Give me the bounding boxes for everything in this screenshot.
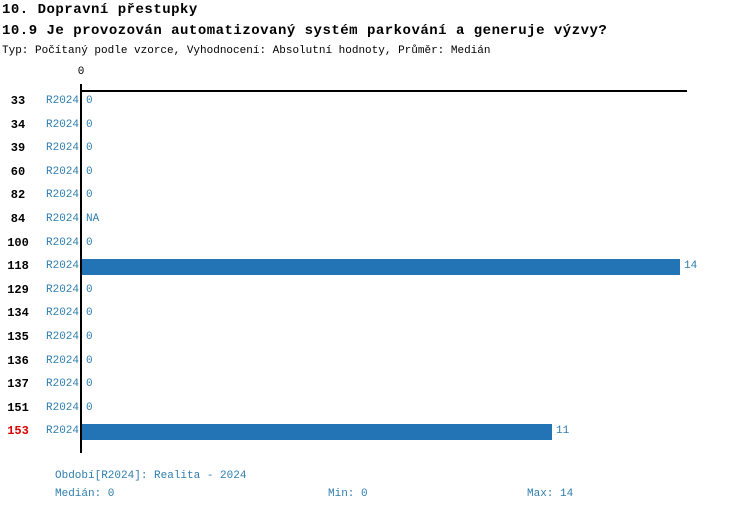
row-category-label: 135 <box>7 330 29 344</box>
row-category-label: 118 <box>7 259 29 274</box>
row-value-label: 0 <box>86 401 93 414</box>
row-value-label: 0 <box>86 236 93 249</box>
row-category-label: 33 <box>10 94 26 108</box>
chart-row <box>0 114 750 138</box>
row-category-label: 134 <box>7 306 29 321</box>
row-category-label: 136 <box>7 353 29 368</box>
chart-row <box>0 397 750 421</box>
row-value-label: 0 <box>86 307 93 320</box>
row-category-label: 137 <box>7 377 29 392</box>
row-series-label: R2024 <box>46 425 80 438</box>
row-value-label: 11 <box>556 425 570 438</box>
row-series-label: R2024 <box>46 401 80 414</box>
median-label: Medián: 0 <box>55 488 115 500</box>
chart-row <box>0 302 750 326</box>
row-value-label: 0 <box>86 378 93 391</box>
row-series-label: R2024 <box>46 118 80 131</box>
row-value-label: NA <box>86 213 100 225</box>
page-title: 10. Dopravní přestupky <box>2 2 198 18</box>
row-series-label: R2024 <box>46 95 80 107</box>
row-category-label: 151 <box>7 400 29 415</box>
row-category-label: 153 <box>7 424 29 439</box>
row-category-label: 39 <box>10 141 26 156</box>
row-series-label: R2024 <box>46 378 80 391</box>
row-category-label: 60 <box>10 164 26 179</box>
bar <box>82 259 680 275</box>
chart-row <box>0 184 750 208</box>
meta-line: Typ: Počítaný podle vzorce, Vyhodnocení: Absolutní hodnoty, Průměr: Medián <box>2 45 491 57</box>
chart-row <box>0 90 750 114</box>
row-value-label: 0 <box>86 189 93 202</box>
chart-row <box>0 420 750 444</box>
chart-row <box>0 350 750 374</box>
row-series-label: R2024 <box>46 331 80 343</box>
row-category-label: 34 <box>10 117 26 132</box>
row-category-label: 129 <box>7 282 29 297</box>
chart-row <box>0 208 750 232</box>
row-series-label: R2024 <box>46 236 80 249</box>
chart-row <box>0 232 750 256</box>
row-series-label: R2024 <box>46 189 80 202</box>
chart-row <box>0 137 750 161</box>
chart-row <box>0 279 750 303</box>
row-value-label: 0 <box>86 354 93 367</box>
question-title: 10.9 Je provozován automatizovaný systém parkování a generuje výzvy? <box>2 23 608 39</box>
row-series-label: R2024 <box>46 213 80 225</box>
row-value-label: 0 <box>86 142 93 155</box>
max-label: Max: 14 <box>527 488 574 500</box>
chart-row <box>0 161 750 185</box>
row-value-label: 0 <box>86 165 93 178</box>
row-series-label: R2024 <box>46 283 80 296</box>
row-series-label: R2024 <box>46 165 80 178</box>
chart-row <box>0 373 750 397</box>
row-value-label: 0 <box>86 283 93 296</box>
chart-row <box>0 255 750 279</box>
chart-row <box>0 326 750 350</box>
row-series-label: R2024 <box>46 142 80 155</box>
row-category-label: 100 <box>7 235 29 250</box>
period-label: Období[R2024]: Realita - 2024 <box>55 470 247 482</box>
row-value-label: 0 <box>86 95 93 107</box>
row-series-label: R2024 <box>46 354 80 367</box>
row-category-label: 82 <box>10 188 26 203</box>
row-series-label: R2024 <box>46 307 80 320</box>
bar <box>82 424 552 440</box>
min-label: Min: 0 <box>328 488 368 500</box>
x-axis-tick-label: 0 <box>77 66 85 78</box>
row-value-label: 14 <box>684 260 698 273</box>
row-category-label: 84 <box>10 212 26 226</box>
row-value-label: 0 <box>86 331 93 343</box>
row-value-label: 0 <box>86 118 93 131</box>
row-series-label: R2024 <box>46 260 80 273</box>
